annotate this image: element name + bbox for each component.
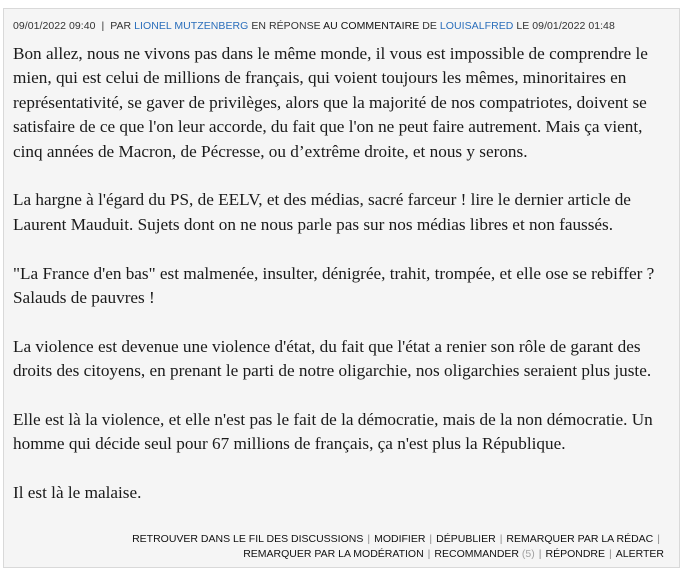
comment-datetime: 09/01/2022 09:40: [13, 20, 96, 32]
comment-paragraph: Il est là le malaise.: [13, 483, 142, 503]
actions-row-1: [132, 532, 664, 547]
comment-paragraph: "La France d'en bas" est malmenée, insulter, dénigrée, trahit, trompée, et elle ose se rebiffer ? Salauds de pauvres !: [13, 263, 655, 308]
reply-label: EN RÉPONSE: [251, 20, 321, 32]
reply-link[interactable]: RÉPONDRE: [545, 547, 606, 560]
action-separator: |: [427, 547, 431, 560]
actions-row-2: [132, 547, 664, 562]
action-separator: |: [538, 547, 542, 560]
meta-separator: |: [98, 20, 108, 32]
alert-link[interactable]: ALERTER: [615, 547, 664, 560]
reply-to-author-link[interactable]: LOUISALFRED: [439, 20, 514, 32]
modify-link[interactable]: MODIFIER: [374, 533, 426, 545]
to-comment-label: AU COMMENTAIRE: [323, 20, 420, 32]
find-thread-link[interactable]: RETROUVER DANS LE FIL DES DISCUSSIONS: [132, 533, 364, 545]
action-separator: |: [657, 533, 660, 545]
action-separator: |: [609, 547, 612, 560]
comment-paragraph: La hargne à l'égard du PS, de EELV, et des médias, sacré farceur ! lire le dernier article de Laurent Mauduit. Sujets dont on ne nous parle pas sur nos médias libres et non faussés.: [13, 190, 631, 234]
comment-paragraph: La violence est devenue une violence d'état, du fait que l'état a renier son rôle de garant des droits des citoyens, en prenant le parti de notre oligarchie, nos oligarchies seraient plus juste.: [13, 336, 652, 381]
le-label: LE: [516, 20, 530, 32]
by-label: PAR: [110, 20, 132, 32]
recommend-count: (5): [521, 547, 535, 560]
editor-pick-link[interactable]: REMARQUER PAR LA RÉDAC: [506, 533, 654, 545]
comment-card: [3, 8, 680, 568]
comment-paragraph: Bon allez, nous ne vivons pas dans le même monde, il vous est impossible de comprendre le mien, qui est celui de millions de français, qui voient toujours les mêmes, minoritaires en représentativité, se gaver de privilèges, alors que la majorité de nos compatriotes, doivent se satisfaire de ce que l'on leur accorde, du fait que l'on ne peut faire autrement. Mais ça vient, cinq années de Macron, de Pécresse, ou d’extrême droite, et nous y serons.: [13, 44, 648, 161]
reply-to-datetime: 09/01/2022 01:48: [532, 20, 615, 32]
comment-meta: [13, 20, 615, 32]
recommend-link[interactable]: RECOMMANDER: [434, 547, 519, 560]
action-separator: |: [367, 533, 371, 545]
action-separator: |: [429, 533, 433, 545]
comment-body: [13, 42, 673, 530]
unpublish-link[interactable]: DÉPUBLIER: [436, 533, 496, 545]
author-link[interactable]: LIONEL MUTZENBERG: [134, 20, 249, 32]
action-separator: |: [499, 533, 503, 545]
moderation-pick-link[interactable]: REMARQUER PAR LA MODÉRATION: [243, 547, 424, 560]
comment-actions: [132, 532, 664, 561]
de-label: DE: [422, 20, 437, 32]
comment-paragraph: Elle est là la violence, et elle n'est pas le fait de la démocratie, mais de la non démocratie. Un homme qui décide seul pour 67 millions de français, ça n'est plus la République.: [13, 410, 653, 454]
